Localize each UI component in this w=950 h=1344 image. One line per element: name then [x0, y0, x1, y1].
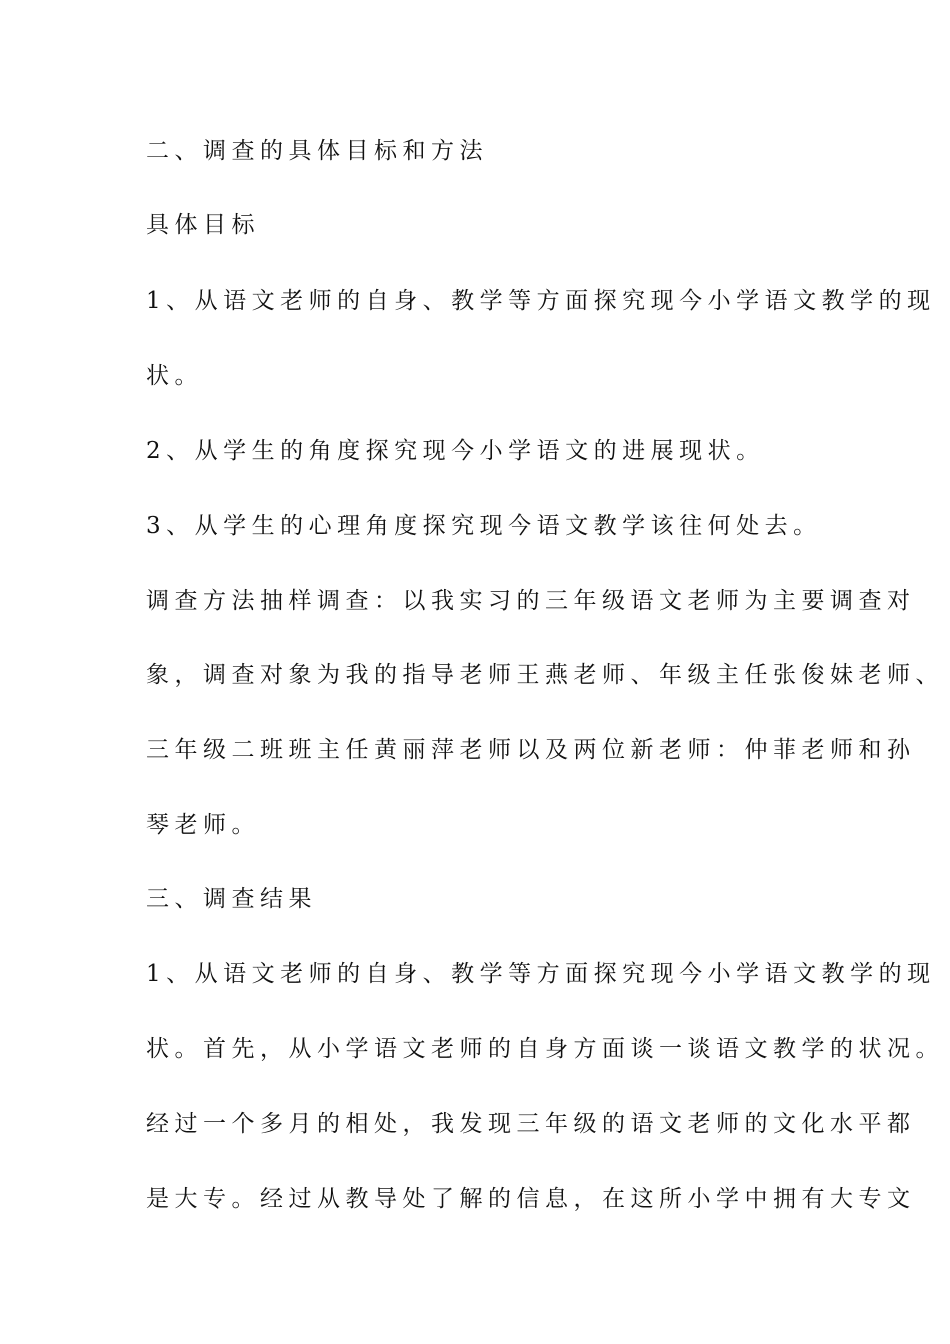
paragraph-line: 调查方法抽样调查：以我实习的三年级语文老师为主要调查对	[146, 588, 916, 614]
paragraph-line: 琴老师。	[146, 812, 260, 838]
paragraph-line: 三年级二班班主任黄丽萍老师以及两位新老师：仲菲老师和孙	[146, 737, 916, 763]
paragraph-line: 3、从学生的心理角度探究现今语文教学该往何处去。	[146, 513, 822, 539]
paragraph-line: 2、从学生的角度探究现今小学语文的进展现状。	[146, 438, 765, 464]
paragraph-line: 经过一个多月的相处，我发现三年级的语文老师的文化水平都	[146, 1111, 916, 1137]
subheading-specific-objectives: 具体目标	[146, 212, 260, 238]
paragraph-line: 状。	[146, 363, 203, 389]
paragraph-line: 1、从语文老师的自身、教学等方面探究现今小学语文教学的现	[146, 961, 936, 987]
paragraph-line: 是大专。经过从教导处了解的信息，在这所小学中拥有大专文	[146, 1186, 916, 1212]
paragraph-line: 1、从语文老师的自身、教学等方面探究现今小学语文教学的现	[146, 288, 936, 314]
paragraph-line: 状。首先，从小学语文老师的自身方面谈一谈语文教学的状况。	[146, 1036, 944, 1062]
section-heading-objectives-methods: 二、调查的具体目标和方法	[146, 138, 488, 164]
section-heading-results: 三、调查结果	[146, 886, 317, 912]
paragraph-line: 象，调查对象为我的指导老师王燕老师、年级主任张俊妹老师、	[146, 662, 944, 688]
